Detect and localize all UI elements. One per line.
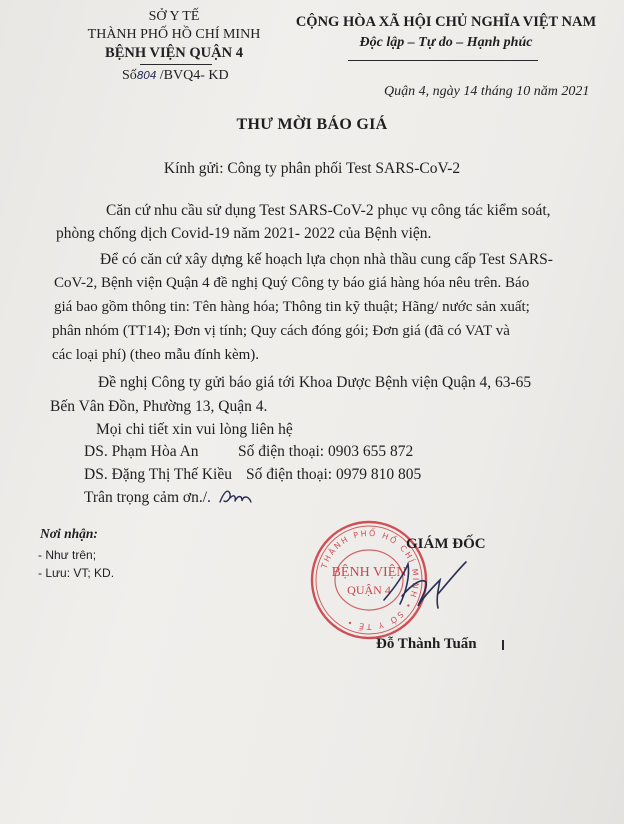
org-hospital: BỆNH VIỆN QUẬN 4 [105,45,243,61]
page-mark [502,640,504,650]
org-department: SỞ Y TẾ [148,9,200,24]
paragraph-1-line-1: Căn cứ nhu cầu sử dụng Test SARS-CoV-2 phục vụ công tác kiểm soát, [106,202,551,219]
director-title: GIÁM ĐỐC [406,536,486,552]
number-suffix: /BVQ4- KD [159,68,229,83]
svg-text:THÀNH PHỐ HỒ CHÍ MINH • SỞ Y T: THÀNH PHỐ HỒ CHÍ MINH • SỞ Y TẾ • [319,528,421,632]
recipients-heading: Nơi nhận: [40,526,98,541]
number-handwritten: 804 [136,69,157,82]
document-number [122,68,229,84]
recipient-1: - Như trên; [38,548,97,562]
number-prefix: Số [122,68,137,83]
closing-line: Trân trọng cảm ơn./. [84,489,211,506]
director-name: Đỗ Thành Tuấn [376,636,477,652]
paragraph-2-line-2: CoV-2, Bệnh viện Quận 4 đề nghị Quý Công ty báo giá hàng hóa nêu trên. Báo [54,275,530,291]
paragraph-1-line-2: phòng chống dịch Covid-19 năm 2021- 2022 của Bệnh viện. [56,225,432,242]
initials-signature [218,486,254,508]
contact-1-phone: Số điện thoại: 0903 655 872 [238,443,414,460]
contact-2-name: DS. Đặng Thị Thế Kiều [84,466,232,483]
national-motto: Độc lập – Tự do – Hạnh phúc [359,35,533,50]
paragraph-4: Mọi chi tiết xin vui lòng liên hệ [96,421,293,438]
date-line: Quận 4, ngày 14 tháng 10 năm 2021 [384,84,590,99]
svg-text:BỆNH VIỆN: BỆNH VIỆN [331,565,407,580]
svg-text:QUẬN 4: QUẬN 4 [347,583,391,597]
contact-2-phone: Số điện thoại: 0979 810 805 [246,466,422,483]
paragraph-2-line-3: giá bao gồm thông tin: Tên hàng hóa; Thông tin kỹ thuật; Hãng/ nước sản xuất; [54,299,530,315]
national-title: CỘNG HÒA XÃ HỘI CHỦ NGHĨA VIỆT NAM [295,14,597,30]
paragraph-3-line-2: Bến Vân Đồn, Phường 13, Quận 4. [50,398,268,415]
recipient-2: - Lưu: VT; KD. [38,566,115,580]
national-header [286,12,606,54]
paragraph-2-line-5: các loại phí) (theo mẫu đính kèm). [52,347,260,363]
paragraph-3-line-1: Đề nghị Công ty gửi báo giá tới Khoa Dược Bệnh viện Quận 4, 63-65 [98,374,532,391]
org-underline [140,64,212,65]
paragraph-2-line-1: Để có căn cứ xây dựng kế hoạch lựa chọn nhà thầu cung cấp Test SARS- [100,251,553,268]
director-signature [378,556,488,616]
paragraph-2-line-4: phân nhóm (TT14); Đơn vị tính; Quy cách đóng gói; Đơn giá (đã có VAT và [52,323,510,339]
document-title: THƯ MỜI BÁO GIÁ [236,116,388,133]
org-header [62,8,286,62]
org-city: THÀNH PHỐ HỒ CHÍ MINH [87,27,261,42]
motto-underline [348,60,538,61]
contact-1-name: DS. Phạm Hòa An [84,443,199,460]
salutation: Kính gửi: Công ty phân phối Test SARS-CoV-2 [163,160,461,177]
